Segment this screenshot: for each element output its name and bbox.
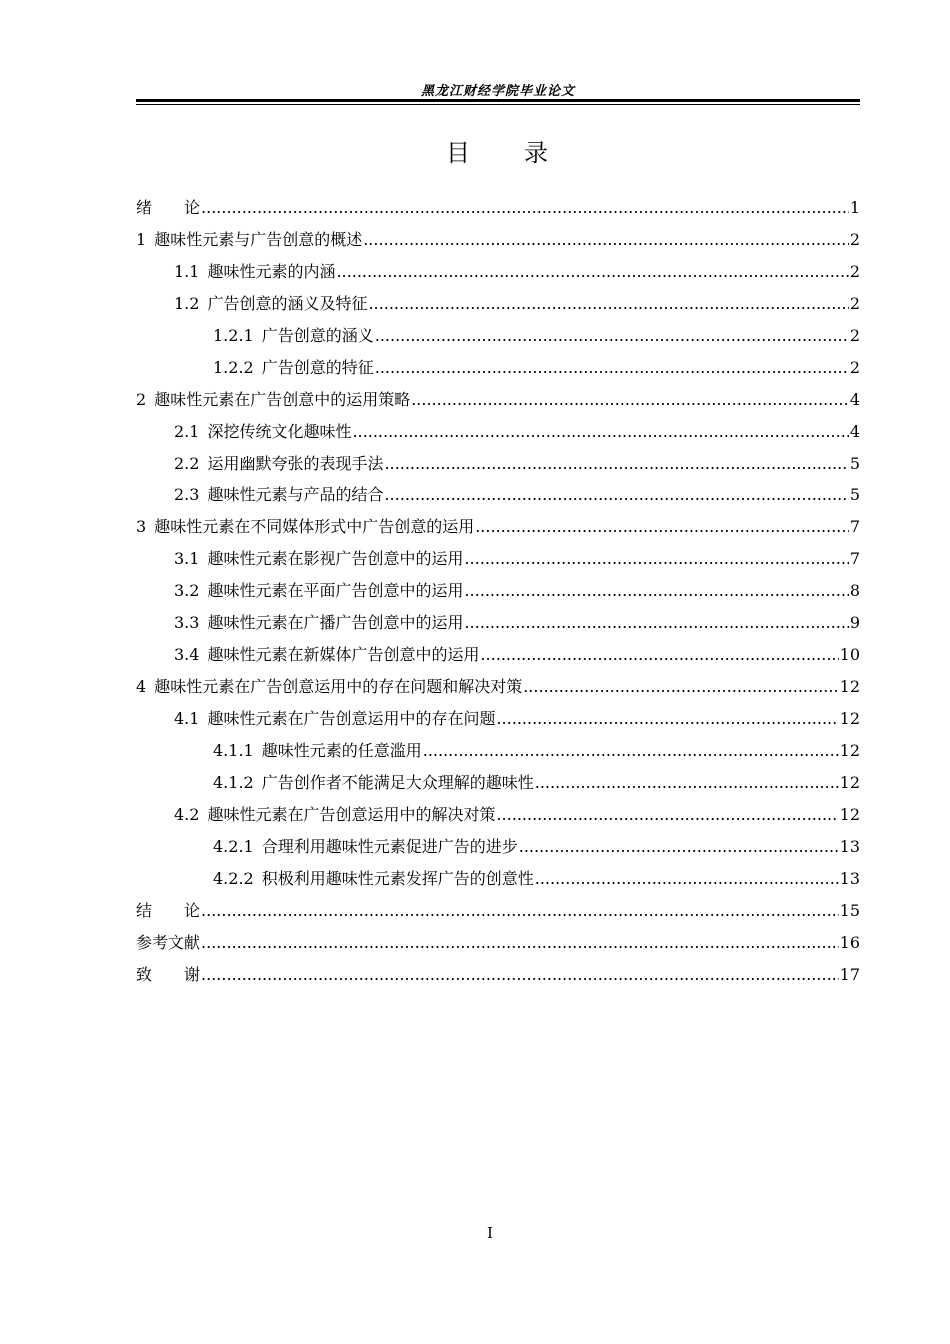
toc-entry-page: 5	[849, 485, 860, 505]
toc-dot-leader	[480, 639, 838, 671]
toc-dot-leader	[496, 799, 838, 831]
toc-entry-page: 2	[849, 357, 860, 377]
toc-entry-page: 2	[849, 325, 860, 345]
toc-dot-leader	[535, 767, 839, 799]
toc-entry-label-group	[136, 511, 474, 543]
toc-entry-title: 合理利用趣味性元素促进广告的进步	[261, 836, 518, 856]
toc-entry-label-group	[174, 575, 463, 607]
toc-entry-title: 趣味性元素在广播广告创意中的运用	[207, 613, 464, 633]
toc-entry-page: 12	[839, 677, 860, 697]
toc-entry-label-group	[174, 543, 463, 575]
toc-entry-number: 4.1.1	[213, 740, 254, 760]
toc-entry-page: 2	[849, 261, 860, 281]
toc-entry-number: 3	[136, 517, 147, 537]
toc-entry[interactable]	[136, 607, 860, 639]
toc-entry-page: 10	[839, 645, 860, 665]
toc-entry-number: 4.1.2	[213, 772, 254, 792]
toc-entry-label-group	[136, 927, 200, 959]
toc-entry-number: 4.2.2	[213, 868, 254, 888]
toc-dot-leader	[336, 256, 848, 288]
toc-entry-title: 运用幽默夸张的表现手法	[207, 453, 384, 473]
toc-dot-leader	[496, 703, 838, 735]
toc-dot-leader	[519, 831, 839, 863]
toc-entry-number: 2.2	[174, 453, 200, 473]
toc-entry-title: 趣味性元素与广告创意的概述	[154, 229, 363, 249]
toc-entry-number: 1.2	[174, 293, 200, 313]
toc-entry-number: 3.2	[174, 581, 200, 601]
toc-entry-label-group	[136, 959, 200, 991]
toc-dot-leader	[201, 927, 839, 959]
toc-entry[interactable]	[136, 927, 860, 959]
toc-entry-title: 积极利用趣味性元素发挥广告的创意性	[261, 868, 534, 888]
toc-entry-title: 深挖传统文化趣味性	[207, 421, 352, 441]
toc-entry-title: 趣味性元素的内涵	[207, 261, 336, 281]
toc-entry[interactable]	[136, 895, 860, 927]
toc-entry-number: 2	[136, 389, 147, 409]
toc-entry-label-group	[174, 703, 495, 735]
toc-entry-number: 1	[136, 229, 147, 249]
toc-entry[interactable]	[136, 639, 860, 671]
toc-entry-title: 绪 论	[136, 198, 201, 217]
toc-entry[interactable]	[136, 575, 860, 607]
toc-entry-number: 3.3	[174, 613, 200, 633]
toc-entry-page: 15	[839, 900, 860, 920]
toc-entry-number: 4.2	[174, 804, 200, 824]
header-rule-thin	[136, 104, 860, 105]
toc-entry-title: 广告创意的涵义	[261, 325, 374, 345]
toc-entry-page: 13	[839, 836, 860, 856]
toc-entry-title: 广告创意的特征	[261, 357, 374, 377]
toc-dot-leader	[368, 288, 848, 320]
toc-entry-page: 12	[839, 804, 860, 824]
toc-entry-page: 17	[839, 964, 860, 984]
toc-entry-label-group	[136, 895, 200, 927]
toc-entry[interactable]	[136, 799, 860, 831]
toc-entry-page: 9	[849, 613, 860, 633]
toc-entry[interactable]	[136, 831, 860, 863]
toc-dot-leader	[411, 384, 849, 416]
toc-entry[interactable]	[136, 735, 860, 767]
toc-entry-label-group	[213, 767, 534, 799]
toc-entry-page: 4	[849, 389, 860, 409]
toc-entry-page: 12	[839, 772, 860, 792]
toc-entry-page: 12	[839, 709, 860, 728]
toc-entry-number: 4.1	[174, 709, 200, 728]
header-rule-thick	[136, 99, 860, 102]
toc-entry[interactable]	[136, 192, 860, 224]
page-title: 目 录	[446, 139, 550, 167]
toc-dot-leader	[464, 543, 848, 575]
toc-entry[interactable]	[136, 224, 860, 256]
toc-entry[interactable]	[136, 703, 860, 735]
toc-entry-number: 1.2.2	[213, 357, 254, 377]
toc-dot-leader	[201, 895, 839, 927]
toc-entry-title: 趣味性元素在新媒体广告创意中的运用	[207, 645, 480, 665]
toc-entry-page: 7	[849, 549, 860, 569]
toc-entry-title: 趣味性元素在不同媒体形式中广告创意的运用	[154, 517, 475, 537]
toc-entry-page: 16	[839, 932, 860, 952]
table-of-contents	[136, 192, 860, 990]
toc-dot-leader	[375, 352, 849, 384]
toc-entry-number: 1.1	[174, 261, 200, 281]
toc-entry-label-group	[213, 735, 422, 767]
toc-entry[interactable]	[136, 479, 860, 511]
toc-entry[interactable]	[136, 320, 860, 352]
toc-entry-title: 趣味性元素与产品的结合	[207, 485, 384, 505]
toc-dot-leader	[464, 575, 848, 607]
toc-entry[interactable]	[136, 288, 860, 320]
toc-entry-label-group	[213, 831, 518, 863]
toc-entry-title: 趣味性元素在平面广告创意中的运用	[207, 581, 464, 601]
toc-entry-title: 广告创意的涵义及特征	[207, 293, 368, 313]
toc-entry-title: 趣味性元素在影视广告创意中的运用	[207, 549, 464, 569]
toc-dot-leader	[363, 224, 849, 256]
toc-dot-leader	[375, 320, 849, 352]
toc-entry-label-group	[136, 224, 362, 256]
toc-entry-page: 8	[849, 581, 860, 601]
toc-entry-title: 趣味性元素在广告创意中的运用策略	[154, 389, 411, 409]
toc-entry[interactable]	[136, 511, 860, 543]
toc-entry[interactable]	[136, 256, 860, 288]
toc-entry-page: 2	[849, 293, 860, 313]
toc-entry-title: 致 谢	[136, 964, 201, 984]
toc-dot-leader	[475, 511, 849, 543]
toc-entry[interactable]	[136, 416, 860, 448]
toc-entry-label-group	[174, 288, 367, 320]
toc-entry-number: 4	[136, 677, 147, 697]
toc-entry-label-group	[136, 671, 522, 703]
toc-entry-label-group	[213, 320, 374, 352]
toc-entry[interactable]	[136, 671, 860, 703]
toc-entry-number: 2.3	[174, 485, 200, 505]
toc-entry-number: 2.1	[174, 421, 200, 441]
toc-dot-leader	[384, 448, 848, 480]
toc-entry-page: 2	[849, 229, 860, 249]
toc-entry[interactable]	[136, 352, 860, 384]
toc-entry-number: 1.2.1	[213, 325, 254, 345]
toc-entry-page: 13	[839, 868, 860, 888]
toc-entry[interactable]	[136, 863, 860, 895]
toc-entry-label-group	[174, 448, 383, 480]
toc-entry-label-group	[174, 639, 479, 671]
toc-entry-page: 12	[839, 740, 860, 760]
toc-entry-number: 3.4	[174, 645, 200, 665]
toc-entry-label-group	[174, 607, 463, 639]
toc-dot-leader	[464, 607, 848, 639]
toc-entry-label-group	[174, 799, 495, 831]
toc-entry-title: 参考文献	[136, 932, 201, 952]
toc-dot-leader	[523, 671, 838, 703]
toc-entry-title: 结 论	[136, 900, 201, 920]
toc-entry-title: 趣味性元素在广告创意运用中的解决对策	[207, 804, 496, 824]
toc-entry-page: 4	[849, 421, 860, 441]
toc-entry-label-group	[136, 384, 410, 416]
toc-entry[interactable]	[136, 448, 860, 480]
toc-entry-number: 4.2.1	[213, 836, 254, 856]
toc-entry[interactable]	[136, 767, 860, 799]
running-header: 黑龙江财经学院毕业论文	[420, 84, 575, 99]
toc-entry[interactable]	[136, 543, 860, 575]
toc-entry[interactable]	[136, 384, 860, 416]
toc-entry-label-group	[174, 479, 383, 511]
toc-entry-page: 7	[849, 517, 860, 537]
toc-dot-leader	[352, 416, 848, 448]
toc-entry-page: 1	[849, 198, 860, 217]
toc-entry-number: 3.1	[174, 549, 200, 569]
toc-entry-page: 5	[849, 453, 860, 473]
toc-dot-leader	[201, 959, 839, 991]
toc-dot-leader	[201, 192, 849, 224]
toc-dot-leader	[535, 863, 839, 895]
toc-entry-label-group	[213, 352, 374, 384]
toc-entry-title: 趣味性元素的任意滥用	[261, 740, 422, 760]
toc-entry-title: 趣味性元素在广告创意运用中的存在问题和解决对策	[154, 677, 523, 697]
toc-entry-label-group	[136, 192, 200, 224]
toc-entry[interactable]	[136, 959, 860, 991]
toc-entry-title: 广告创作者不能满足大众理解的趣味性	[261, 772, 534, 792]
toc-entry-title: 趣味性元素在广告创意运用中的存在问题	[207, 709, 496, 728]
toc-entry-label-group	[174, 256, 335, 288]
toc-dot-leader	[423, 735, 839, 767]
toc-dot-leader	[384, 479, 848, 511]
page-number: I	[487, 1224, 493, 1242]
toc-entry-label-group	[213, 863, 534, 895]
toc-entry-label-group	[174, 416, 351, 448]
